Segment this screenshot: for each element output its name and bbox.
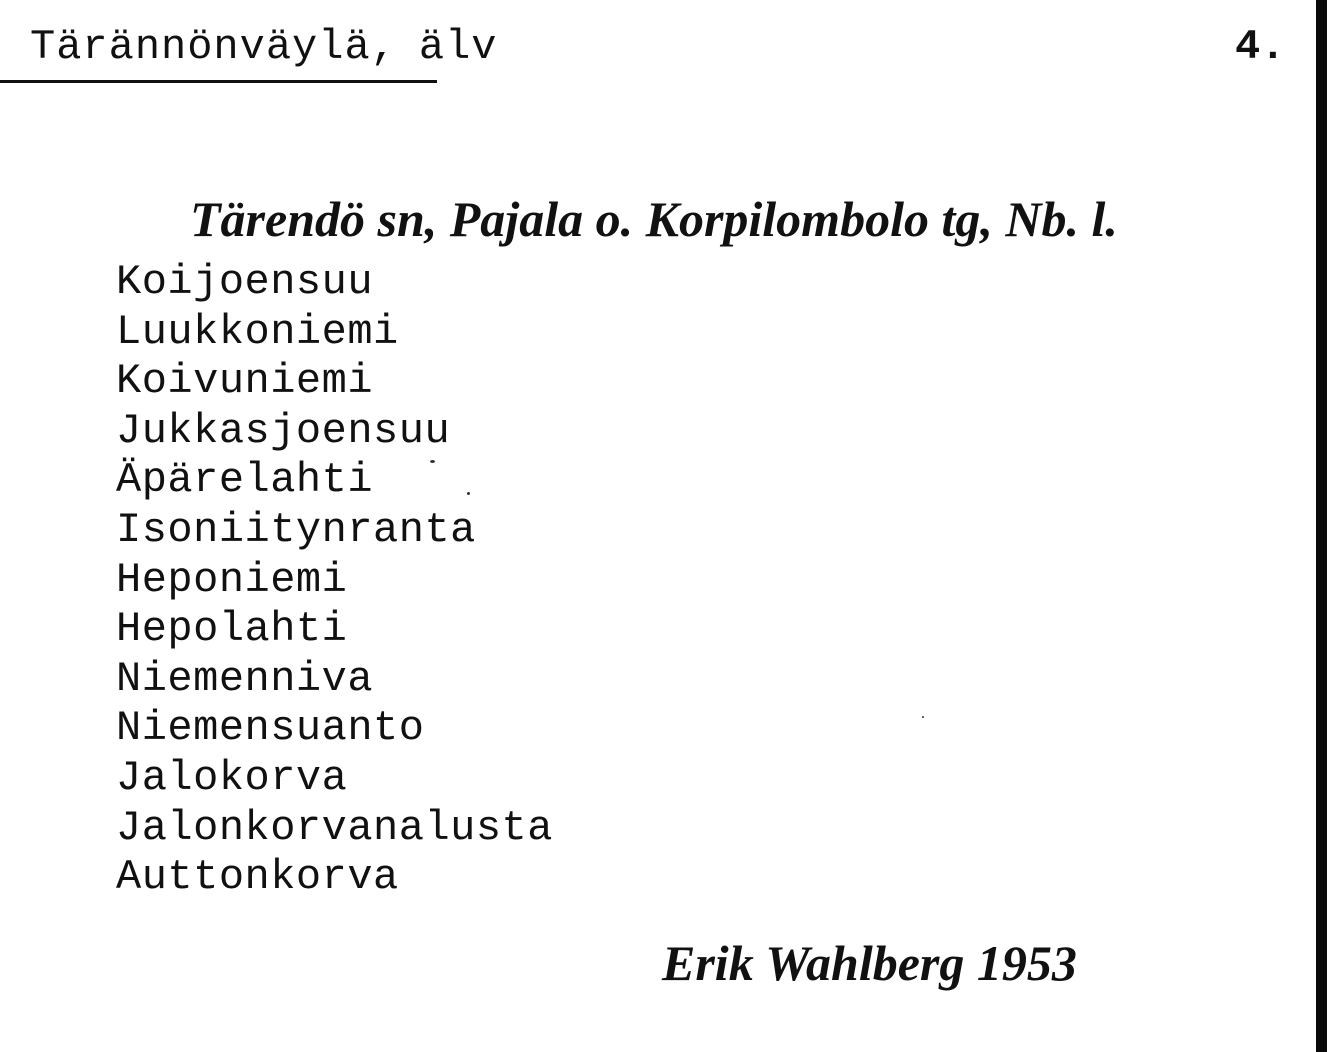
ink-speck xyxy=(430,460,435,463)
list-item: Jalokorva xyxy=(116,753,348,802)
list-item: Niemensuanto xyxy=(116,704,425,753)
ink-speck xyxy=(467,492,470,495)
card-number: 4. xyxy=(1235,23,1286,71)
card-right-edge xyxy=(1316,0,1327,1052)
list-item: Äpärelahti xyxy=(116,456,374,505)
list-item: Koivuniemi xyxy=(116,357,374,406)
list-item: Luukkoniemi xyxy=(116,307,399,356)
list-item: Jukkasjoensuu xyxy=(116,406,451,455)
list-item: Niemenniva xyxy=(116,654,374,703)
heading-underline xyxy=(0,80,437,83)
card-heading xyxy=(30,23,498,71)
list-item: Auttonkorva xyxy=(116,853,399,902)
place-name-list xyxy=(116,258,553,903)
list-item: Hepolahti xyxy=(116,605,348,654)
list-item: Isoniitynranta xyxy=(116,505,476,554)
signature: Erik Wahlberg 1953 xyxy=(662,935,1077,991)
list-item: Jalonkorvanalusta xyxy=(116,803,553,852)
location-line: Tärendö sn, Pajala o. Korpilombolo tg, Nb. l. xyxy=(190,191,1118,247)
heading-main-word: Tärännönväylä, xyxy=(30,23,397,71)
heading-type: älv xyxy=(418,23,498,71)
list-item: Koijoensuu xyxy=(116,258,374,306)
ink-speck xyxy=(922,716,924,718)
list-item: Heponiemi xyxy=(116,555,348,604)
